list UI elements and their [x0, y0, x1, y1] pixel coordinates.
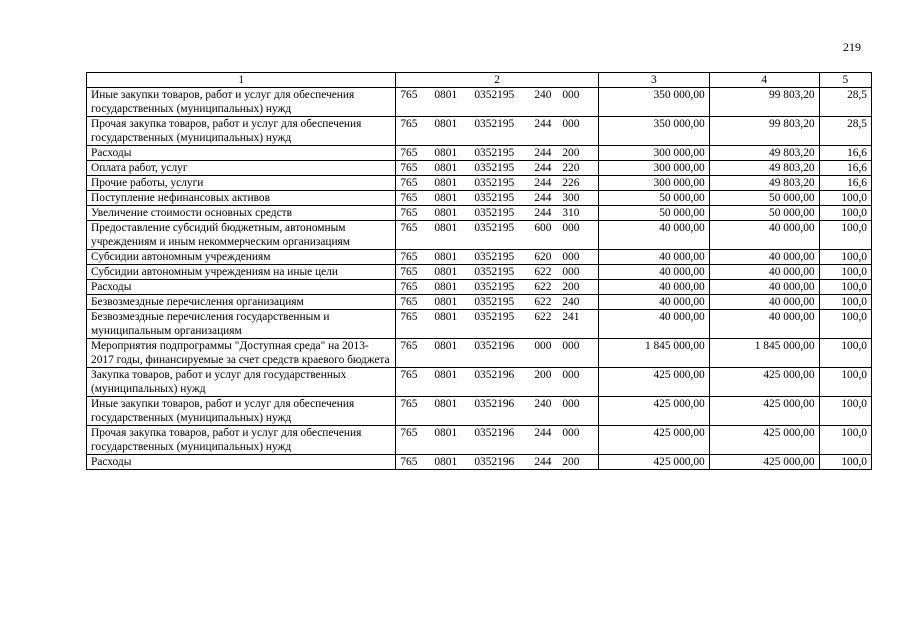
code-section: 0801 — [434, 456, 458, 468]
row-planned: 350 000,00 — [598, 117, 709, 146]
code-expense-type: 244 — [534, 177, 552, 189]
code-target: 0352195 — [474, 89, 515, 101]
table-row — [87, 146, 872, 161]
code-target: 0352195 — [474, 266, 515, 278]
page-number: 219 — [843, 40, 861, 54]
code-kosgu: 000 — [562, 369, 580, 381]
code-ministry: 765 — [400, 266, 418, 278]
code-section: 0801 — [434, 207, 458, 219]
row-codes — [396, 117, 599, 146]
code-ministry: 765 — [400, 398, 418, 410]
code-ministry: 765 — [400, 118, 418, 130]
row-planned: 300 000,00 — [598, 146, 709, 161]
row-percent: 16,6 — [819, 146, 871, 161]
row-name: Оплата работ, услуг — [87, 161, 396, 176]
row-executed: 99 803,20 — [709, 117, 819, 146]
table-row — [87, 310, 872, 339]
code-section: 0801 — [434, 398, 458, 410]
code-ministry: 765 — [400, 147, 418, 159]
table-row — [87, 339, 872, 368]
table-row — [87, 161, 872, 176]
code-section: 0801 — [434, 296, 458, 308]
row-planned: 1 845 000,00 — [598, 339, 709, 368]
table-row — [87, 191, 872, 206]
row-name: Прочая закупка товаров, работ и услуг для обеспечения государственных (муниципальных) нужд — [87, 117, 396, 146]
code-kosgu: 226 — [562, 177, 580, 189]
code-ministry: 765 — [400, 311, 418, 323]
header-col-2: 2 — [396, 73, 599, 88]
row-percent: 16,6 — [819, 176, 871, 191]
row-percent: 100,0 — [819, 280, 871, 295]
table-row — [87, 117, 872, 146]
row-executed: 425 000,00 — [709, 426, 819, 455]
code-expense-type: 622 — [534, 311, 552, 323]
code-expense-type: 240 — [534, 89, 552, 101]
code-ministry: 765 — [400, 177, 418, 189]
code-expense-type: 622 — [534, 266, 552, 278]
row-codes — [396, 88, 599, 117]
row-name: Мероприятия подпрограммы "Доступная среда" на 2013-2017 годы, финансируемые за счет средств краевого бюджета — [87, 339, 396, 368]
row-executed: 425 000,00 — [709, 397, 819, 426]
code-kosgu: 000 — [562, 266, 580, 278]
row-planned: 40 000,00 — [598, 265, 709, 280]
row-percent: 100,0 — [819, 295, 871, 310]
budget-table — [86, 72, 872, 470]
row-name: Расходы — [87, 146, 396, 161]
table-row — [87, 88, 872, 117]
code-expense-type: 622 — [534, 296, 552, 308]
code-section: 0801 — [434, 89, 458, 101]
table-row — [87, 426, 872, 455]
table-row — [87, 397, 872, 426]
code-expense-type: 244 — [534, 456, 552, 468]
code-expense-type: 600 — [534, 222, 552, 234]
row-executed: 40 000,00 — [709, 295, 819, 310]
code-ministry: 765 — [400, 89, 418, 101]
code-kosgu: 000 — [562, 118, 580, 130]
code-section: 0801 — [434, 147, 458, 159]
row-planned: 40 000,00 — [598, 221, 709, 250]
code-kosgu: 000 — [562, 398, 580, 410]
row-name: Субсидии автономным учреждениям — [87, 250, 396, 265]
code-ministry: 765 — [400, 369, 418, 381]
code-ministry: 765 — [400, 296, 418, 308]
row-name: Прочая закупка товаров, работ и услуг для обеспечения государственных (муниципальных) нужд — [87, 426, 396, 455]
code-kosgu: 000 — [562, 222, 580, 234]
row-planned: 300 000,00 — [598, 176, 709, 191]
table-row — [87, 221, 872, 250]
code-ministry: 765 — [400, 456, 418, 468]
code-section: 0801 — [434, 369, 458, 381]
code-target: 0352196 — [474, 456, 515, 468]
code-kosgu: 241 — [562, 311, 580, 323]
code-target: 0352195 — [474, 162, 515, 174]
code-ministry: 765 — [400, 427, 418, 439]
table-row — [87, 176, 872, 191]
row-planned: 40 000,00 — [598, 295, 709, 310]
row-name: Иные закупки товаров, работ и услуг для обеспечения государственных (муниципальных) нужд — [87, 88, 396, 117]
row-executed: 40 000,00 — [709, 280, 819, 295]
table-row — [87, 295, 872, 310]
code-kosgu: 000 — [562, 251, 580, 263]
code-ministry: 765 — [400, 162, 418, 174]
code-target: 0352195 — [474, 192, 515, 204]
row-percent: 28,5 — [819, 117, 871, 146]
row-codes — [396, 310, 599, 339]
code-section: 0801 — [434, 251, 458, 263]
code-kosgu: 200 — [562, 147, 580, 159]
row-planned: 40 000,00 — [598, 310, 709, 339]
header-col-1: 1 — [87, 73, 396, 88]
code-ministry: 765 — [400, 222, 418, 234]
code-expense-type: 622 — [534, 281, 552, 293]
code-target: 0352195 — [474, 222, 515, 234]
row-codes — [396, 339, 599, 368]
row-percent: 28,5 — [819, 88, 871, 117]
row-executed: 49 803,20 — [709, 161, 819, 176]
header-col-4: 4 — [709, 73, 819, 88]
row-executed: 425 000,00 — [709, 455, 819, 470]
row-planned: 425 000,00 — [598, 368, 709, 397]
code-expense-type: 240 — [534, 398, 552, 410]
row-executed: 50 000,00 — [709, 206, 819, 221]
row-executed: 49 803,20 — [709, 176, 819, 191]
row-percent: 100,0 — [819, 368, 871, 397]
code-kosgu: 200 — [562, 456, 580, 468]
row-executed: 99 803,20 — [709, 88, 819, 117]
row-planned: 40 000,00 — [598, 250, 709, 265]
code-kosgu: 200 — [562, 281, 580, 293]
code-kosgu: 220 — [562, 162, 580, 174]
row-name: Иные закупки товаров, работ и услуг для обеспечения государственных (муниципальных) нужд — [87, 397, 396, 426]
code-expense-type: 000 — [534, 340, 552, 352]
row-codes — [396, 397, 599, 426]
code-expense-type: 244 — [534, 162, 552, 174]
table-row — [87, 455, 872, 470]
row-executed: 40 000,00 — [709, 265, 819, 280]
code-section: 0801 — [434, 311, 458, 323]
row-codes — [396, 176, 599, 191]
row-percent: 100,0 — [819, 250, 871, 265]
code-kosgu: 300 — [562, 192, 580, 204]
header-col-3: 3 — [598, 73, 709, 88]
code-ministry: 765 — [400, 192, 418, 204]
row-codes — [396, 221, 599, 250]
row-percent: 100,0 — [819, 397, 871, 426]
code-section: 0801 — [434, 427, 458, 439]
row-name: Прочие работы, услуги — [87, 176, 396, 191]
row-planned: 425 000,00 — [598, 426, 709, 455]
code-target: 0352195 — [474, 147, 515, 159]
code-kosgu: 000 — [562, 340, 580, 352]
row-percent: 100,0 — [819, 455, 871, 470]
code-target: 0352195 — [474, 177, 515, 189]
code-section: 0801 — [434, 118, 458, 130]
row-planned: 425 000,00 — [598, 455, 709, 470]
code-ministry: 765 — [400, 340, 418, 352]
row-codes — [396, 161, 599, 176]
code-expense-type: 620 — [534, 251, 552, 263]
code-target: 0352196 — [474, 427, 515, 439]
code-kosgu: 240 — [562, 296, 580, 308]
row-executed: 49 803,20 — [709, 146, 819, 161]
row-percent: 100,0 — [819, 426, 871, 455]
row-executed: 40 000,00 — [709, 221, 819, 250]
table-row — [87, 250, 872, 265]
row-percent: 100,0 — [819, 191, 871, 206]
code-target: 0352195 — [474, 311, 515, 323]
row-percent: 100,0 — [819, 265, 871, 280]
row-name: Увеличение стоимости основных средств — [87, 206, 396, 221]
code-expense-type: 244 — [534, 192, 552, 204]
row-codes — [396, 250, 599, 265]
table-row — [87, 206, 872, 221]
row-name: Расходы — [87, 455, 396, 470]
row-codes — [396, 295, 599, 310]
table-header-row — [87, 73, 872, 88]
row-executed: 40 000,00 — [709, 310, 819, 339]
code-target: 0352195 — [474, 207, 515, 219]
table-row — [87, 368, 872, 397]
row-codes — [396, 265, 599, 280]
row-planned: 40 000,00 — [598, 280, 709, 295]
row-percent: 100,0 — [819, 221, 871, 250]
code-expense-type: 244 — [534, 207, 552, 219]
code-kosgu: 000 — [562, 427, 580, 439]
code-target: 0352196 — [474, 369, 515, 381]
row-name: Расходы — [87, 280, 396, 295]
code-target: 0352195 — [474, 281, 515, 293]
code-expense-type: 244 — [534, 427, 552, 439]
row-executed: 1 845 000,00 — [709, 339, 819, 368]
row-codes — [396, 368, 599, 397]
row-codes — [396, 280, 599, 295]
row-name: Поступление нефинансовых активов — [87, 191, 396, 206]
row-codes — [396, 146, 599, 161]
code-expense-type: 200 — [534, 369, 552, 381]
code-ministry: 765 — [400, 207, 418, 219]
row-name: Безвозмездные перечисления государственным и муниципальным организациям — [87, 310, 396, 339]
row-name: Субсидии автономным учреждениям на иные цели — [87, 265, 396, 280]
table-row — [87, 265, 872, 280]
row-codes — [396, 191, 599, 206]
row-executed: 40 000,00 — [709, 250, 819, 265]
row-planned: 350 000,00 — [598, 88, 709, 117]
header-col-5: 5 — [819, 73, 871, 88]
row-executed: 50 000,00 — [709, 191, 819, 206]
row-codes — [396, 455, 599, 470]
code-target: 0352195 — [474, 296, 515, 308]
code-section: 0801 — [434, 222, 458, 234]
code-section: 0801 — [434, 177, 458, 189]
row-name: Закупка товаров, работ и услуг для государственных (муниципальных) нужд — [87, 368, 396, 397]
code-expense-type: 244 — [534, 147, 552, 159]
row-planned: 50 000,00 — [598, 206, 709, 221]
row-name: Предоставление субсидий бюджетным, автономным учреждениям и иным некоммерческим организациям — [87, 221, 396, 250]
code-section: 0801 — [434, 192, 458, 204]
row-planned: 50 000,00 — [598, 191, 709, 206]
code-kosgu: 000 — [562, 89, 580, 101]
code-section: 0801 — [434, 281, 458, 293]
table-row — [87, 280, 872, 295]
code-ministry: 765 — [400, 281, 418, 293]
row-percent: 100,0 — [819, 339, 871, 368]
row-percent: 16,6 — [819, 161, 871, 176]
row-percent: 100,0 — [819, 310, 871, 339]
code-target: 0352195 — [474, 118, 515, 130]
row-codes — [396, 206, 599, 221]
code-target: 0352195 — [474, 251, 515, 263]
row-executed: 425 000,00 — [709, 368, 819, 397]
code-section: 0801 — [434, 266, 458, 278]
row-planned: 425 000,00 — [598, 397, 709, 426]
code-section: 0801 — [434, 340, 458, 352]
row-codes — [396, 426, 599, 455]
code-target: 0352196 — [474, 398, 515, 410]
row-planned: 300 000,00 — [598, 161, 709, 176]
code-expense-type: 244 — [534, 118, 552, 130]
row-name: Безвозмездные перечисления организациям — [87, 295, 396, 310]
code-target: 0352196 — [474, 340, 515, 352]
code-ministry: 765 — [400, 251, 418, 263]
code-section: 0801 — [434, 162, 458, 174]
code-kosgu: 310 — [562, 207, 580, 219]
row-percent: 100,0 — [819, 206, 871, 221]
